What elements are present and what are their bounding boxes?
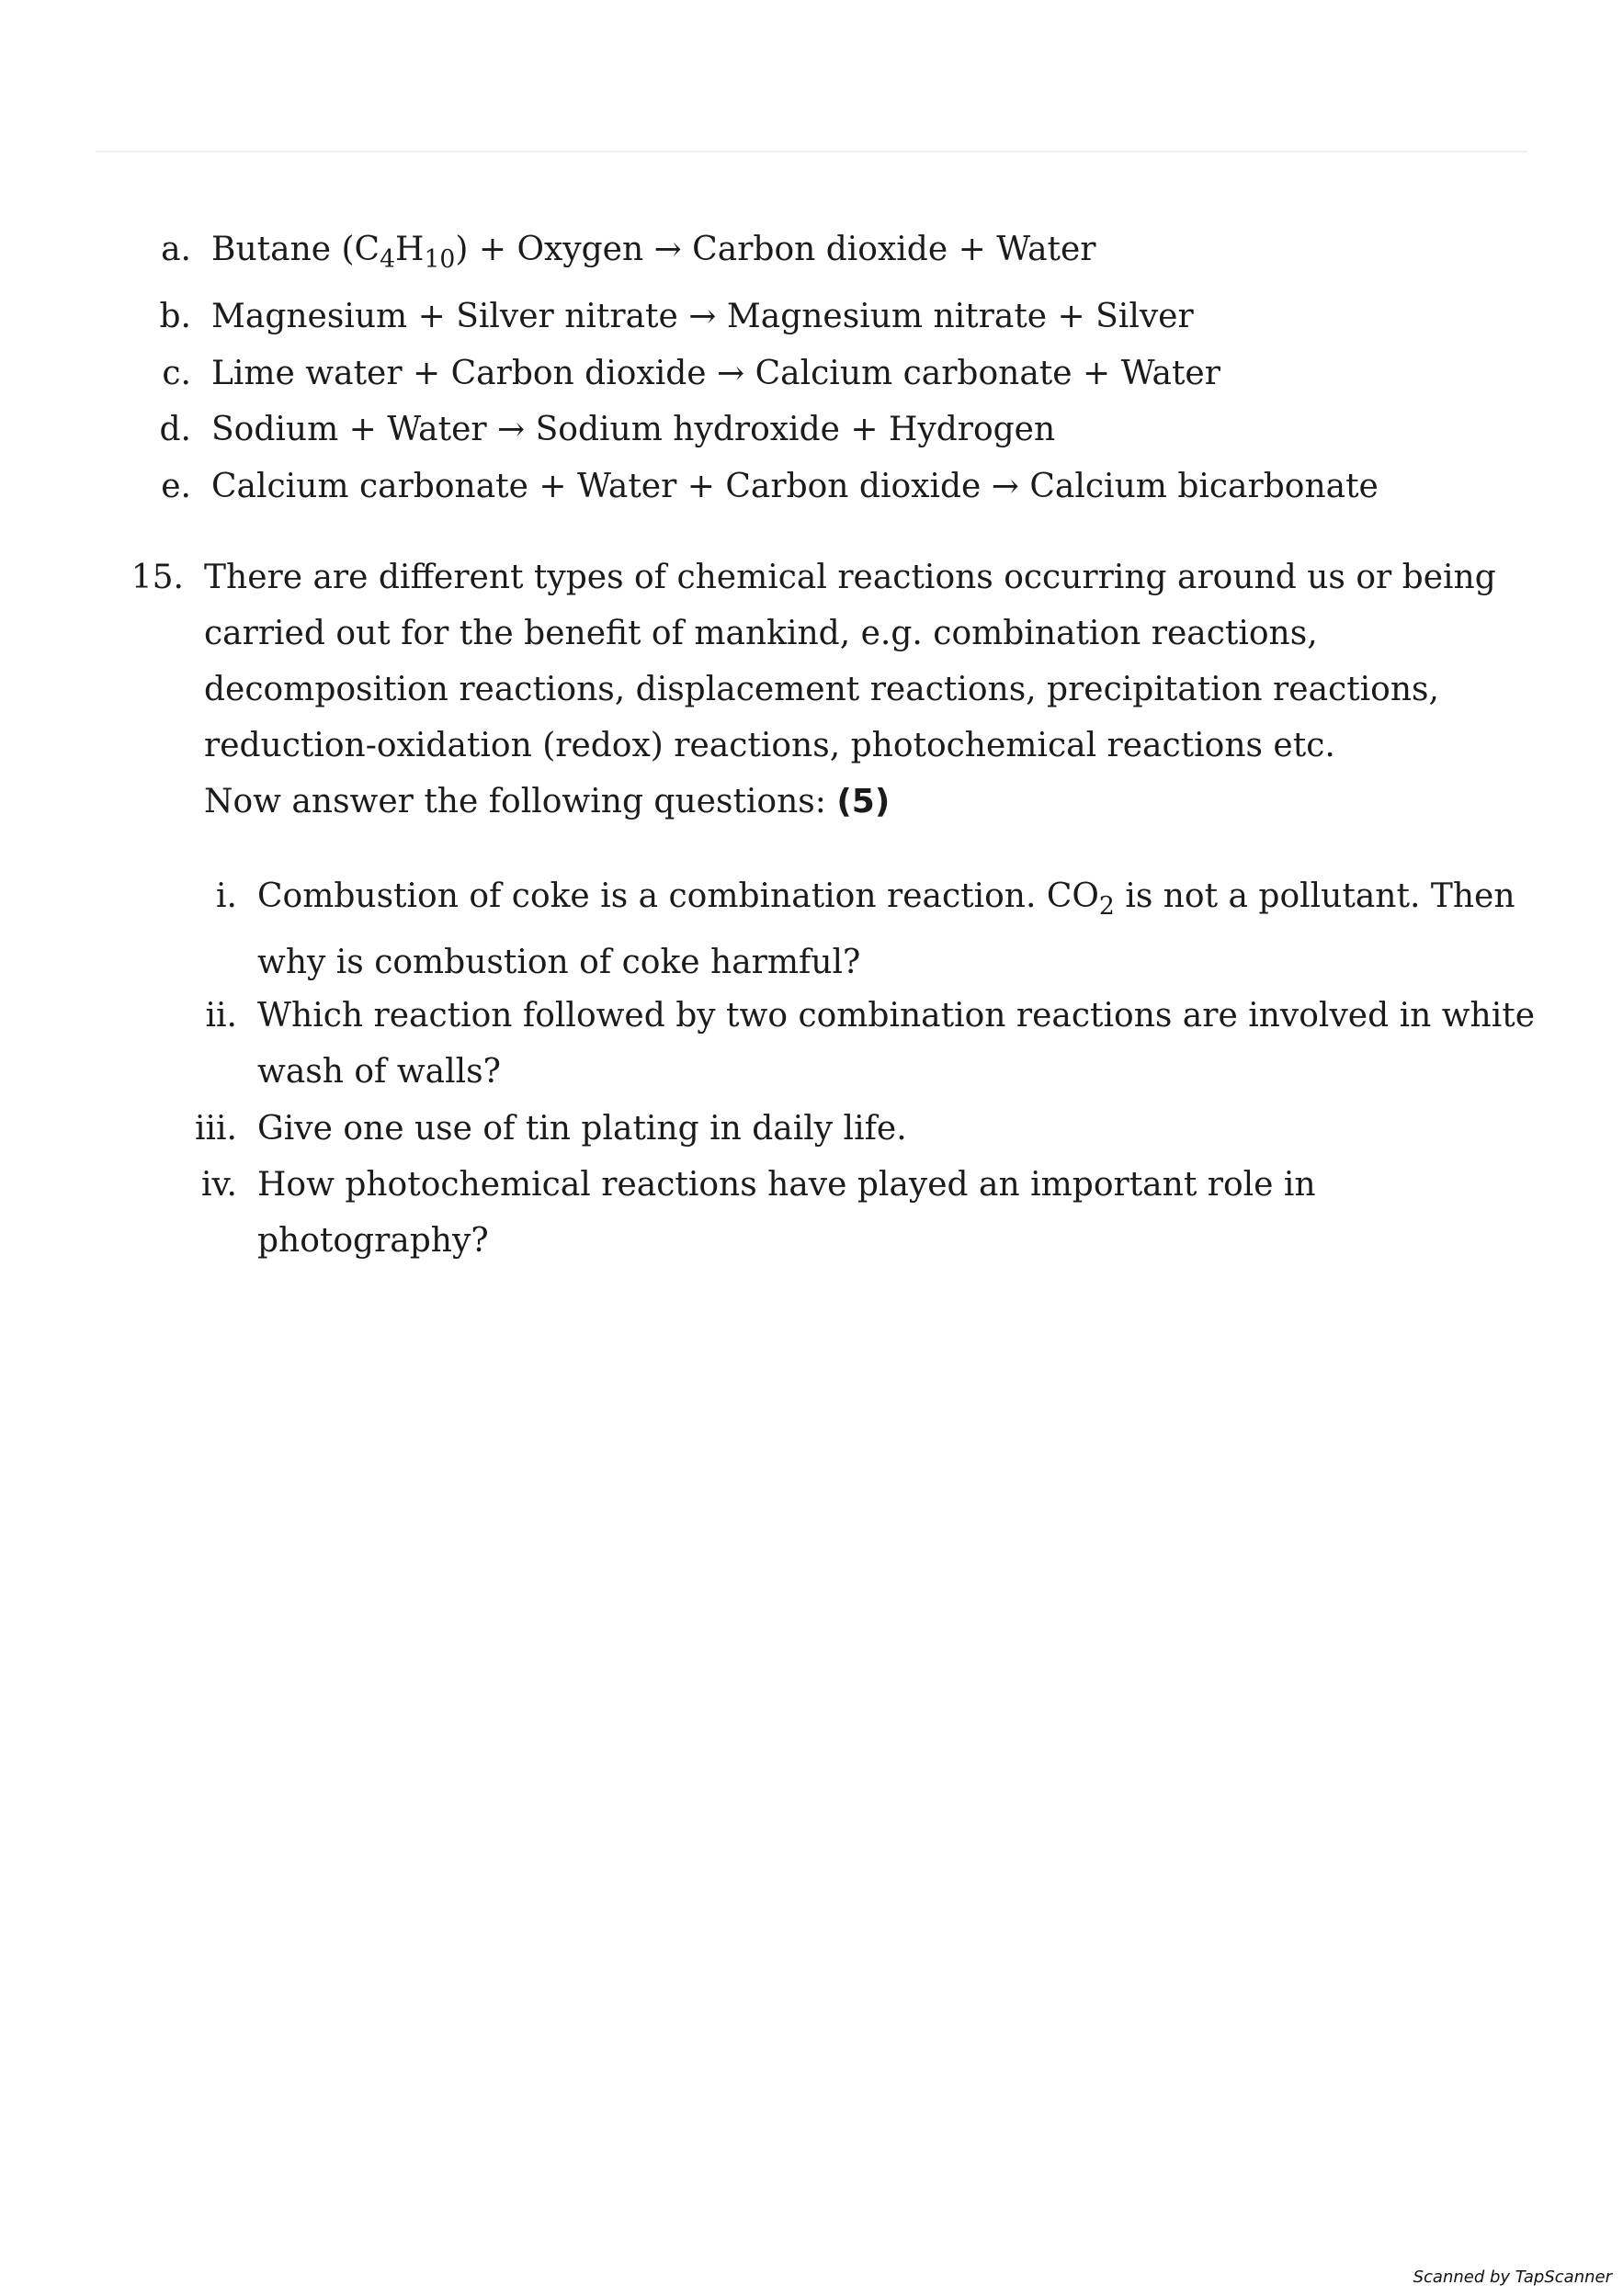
subquestion-text: How photochemical reactions have played an important role in photography?: [257, 1166, 1316, 1260]
subquestion-label: iii.: [195, 1110, 237, 1148]
question-15: [131, 549, 1537, 830]
subquestion-item: [195, 1101, 1535, 1157]
reaction-text: Sodium + Water → Sodium hydroxide + Hydrogen: [211, 411, 1056, 448]
reaction-text: Lime water + Carbon dioxide → Calcium carbonate + Water: [211, 355, 1220, 392]
header-divider: [96, 151, 1527, 153]
reaction-label: d.: [159, 411, 191, 448]
reaction-item: [161, 231, 1096, 274]
subquestion-text: Which reaction followed by two combination reactions are involved in white wash of walls?: [257, 997, 1536, 1091]
reaction-text: Magnesium + Silver nitrate → Magnesium nitrate + Silver: [211, 298, 1194, 335]
scanner-watermark: Scanned by TapScanner: [1413, 2268, 1612, 2287]
subquestion-text: Give one use of tin plating in daily life.: [257, 1110, 907, 1148]
reaction-label: a.: [161, 231, 191, 268]
question-prompt: Now answer the following questions: (5): [204, 783, 891, 820]
reaction-label: b.: [159, 298, 191, 335]
reaction-label: c.: [162, 355, 191, 392]
reaction-item: [162, 355, 1220, 392]
reaction-text: Calcium carbonate + Water + Carbon dioxide → Calcium bicarbonate: [211, 468, 1379, 505]
subquestion-label: iv.: [200, 1166, 237, 1204]
reaction-item: [159, 411, 1056, 448]
reaction-text: Butane $(C_4H_{10})$ + Oxygen → Carbon dioxide + Water: [211, 231, 1096, 274]
subquestion-text: Combustion of coke is a combination reaction. $CO_2$ is not a pollutant. Then why is combustion of coke harmful?: [257, 877, 1515, 981]
reaction-label: e.: [161, 468, 191, 505]
marks-badge: (5): [836, 783, 891, 820]
question-number: 15.: [131, 559, 184, 596]
reaction-item: [159, 298, 1194, 335]
subquestion-item: [205, 988, 1536, 1100]
reaction-item: [161, 468, 1379, 505]
question-text: There are different types of chemical reactions occurring around us or being carried out for the benefit of mankind, e.g. combination reactions, decomposition reactions, displacement reactions, precipitation reactions, reduction-oxidation (redox) reactions, photochemical reactions etc.: [204, 559, 1496, 764]
subquestion-label: i.: [216, 877, 237, 915]
subquestion-item: [200, 1157, 1535, 1269]
subquestion-label: ii.: [205, 997, 237, 1035]
subquestion-item: [216, 864, 1535, 996]
